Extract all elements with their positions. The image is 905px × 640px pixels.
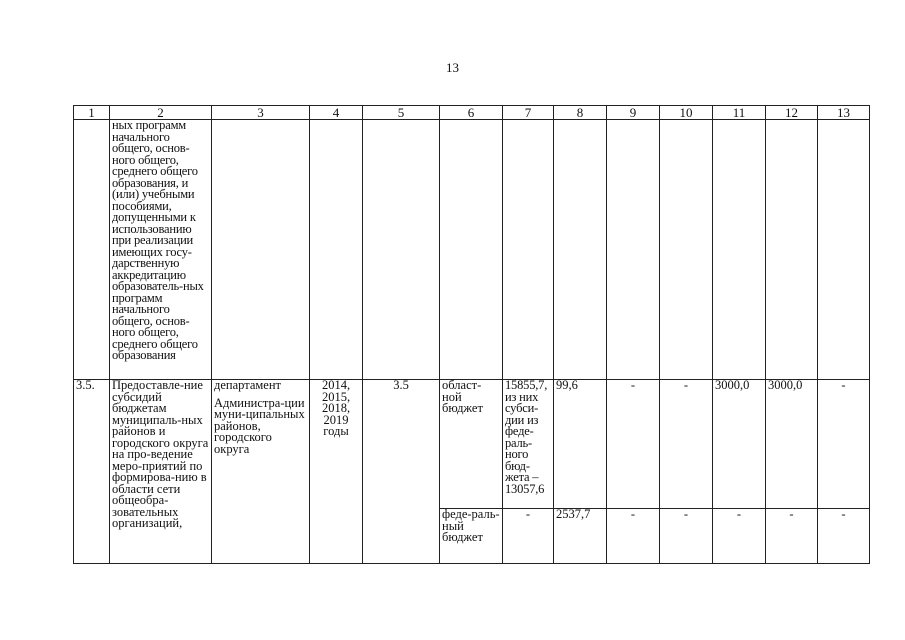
executor-cell (212, 380, 310, 564)
executor-department: департамент (214, 379, 282, 392)
header-cell: 11 (713, 106, 766, 120)
row-number: 3.5. (74, 380, 110, 564)
header-cell: 6 (440, 106, 503, 120)
header-cell: 7 (503, 106, 554, 120)
value-cell: 3000,0 (766, 380, 818, 509)
page-number: 13 (446, 60, 459, 75)
header-cell: 12 (766, 106, 818, 120)
header-cell: 3 (212, 106, 310, 120)
value-cell: - (607, 509, 660, 564)
funding-source: област-ной бюджет (440, 380, 503, 509)
value-cell: - (818, 380, 870, 509)
header-cell: 13 (818, 106, 870, 120)
value-cell: 99,6 (554, 380, 607, 509)
value-cell: - (607, 380, 660, 509)
value-cell: - (660, 509, 713, 564)
table-row (74, 120, 870, 380)
header-cell: 9 (607, 106, 660, 120)
years-cell: 2014, 2015, 2018, 2019 годы (310, 380, 363, 564)
header-cell: 5 (363, 106, 440, 120)
value-cell: - (818, 509, 870, 564)
executor-administrations: Администра-ции муни-ципальных районов, городского округа (214, 395, 305, 456)
value-cell: - (766, 509, 818, 564)
table-row (74, 380, 870, 509)
value-cell: 2537,7 (554, 509, 607, 564)
header-cell: 4 (310, 106, 363, 120)
value-cell: - (660, 380, 713, 509)
header-cell: 10 (660, 106, 713, 120)
funding-total: - (503, 509, 554, 564)
funding-source: феде-раль-ный бюджет (440, 509, 503, 564)
header-cell: 2 (110, 106, 212, 120)
funding-total: 15855,7, из них субси-дии из феде-раль-ного бюд-жета – 13057,6 (503, 380, 554, 509)
measure-name: Предоставле-ние субсидий бюджетам муниципаль-ных районов и городского округа на про-ведение меро-приятий по формирова-нию в области сети общеобра-зовательных организаций, (110, 380, 212, 564)
value-cell: - (713, 509, 766, 564)
value-cell: 3000,0 (713, 380, 766, 509)
indicator-cell: 3.5 (363, 380, 440, 564)
header-row (74, 106, 870, 120)
header-cell: 8 (554, 106, 607, 120)
continued-name-cell: ных программ начального общего, основ-ного общего, среднего общего образования, и (или) учебными пособиями, допущенными к использованию при реализации имеющих госу-дарственную аккредитацию образователь-ных программ начального общего, основ-ного общего, среднего общего образования (110, 120, 212, 380)
program-table (73, 105, 870, 564)
header-cell: 1 (74, 106, 110, 120)
